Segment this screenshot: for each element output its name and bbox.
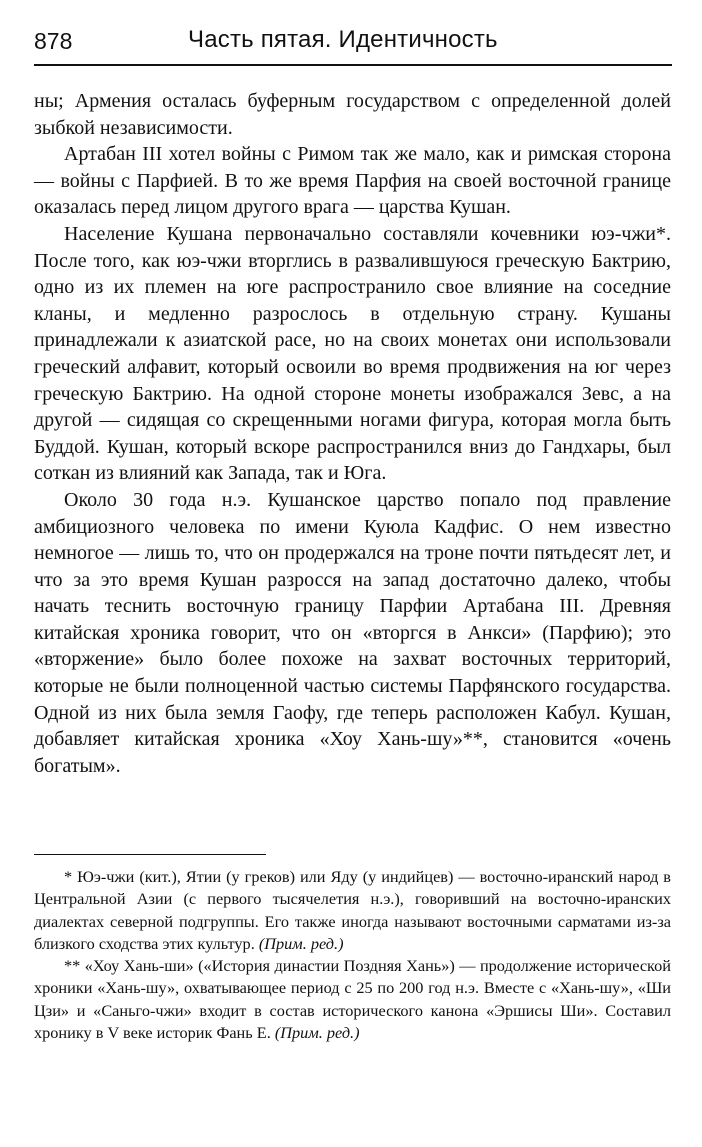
footnote-editor-note: (Прим. ред.): [274, 1023, 360, 1043]
paragraph: ны; Армения осталась буферным государством с определенной долей зыбкой независимости.: [34, 90, 671, 139]
running-header: [34, 22, 672, 66]
paragraph: Около 30 года н.э. Кушанское царство попало под правление амбициозного человека по имени Куюла Кадфис. О нем известно немногое — лишь то, что он продержался на троне почти пятьдесят лет, и что за это время Кушан разросся на запад достаточно далеко, чтобы начать теснить восточную границу Парфии Артабана III. Древняя китайская хроника говорит, что он «вторгся в Анкси» (Парфию); это «вторжение» было более похоже на захват восточных территорий, которые не были полноценной частью системы Парфянского государства. Одной из них была земля Гаофу, где теперь расположен Кабул. Кушан, добавляет китайская хроника «Хоу Хань-шу»**, становится «очень богатым».: [34, 488, 671, 777]
paragraph: Население Кушана первоначально составляли кочевники юэ-чжи*. После того, как юэ-чжи вторглись в развалившуюся греческую Бактрию, одно из их племен на юге распространило свое влияние на соседние кланы, и медленно разрослось в отдельную страну. Кушаны принадлежали к азиатской расе, но на своих монетах они использовали греческий алфавит, который освоили во время продвижения на юг через греческую Бактрию. На одной стороне монеты изображался Зевс, а на другой — сидящая со скрещенными ногами фигура, которая могла быть Буддой. Кушан, который вскоре распространился вниз до Гандхары, был соткан из влияний как Запада, так и Юга.: [34, 222, 671, 485]
footnote-text: * Юэ-чжи (кит.), Ятии (у греков) или Яду (у индийцев) — восточно-иранский народ в Центральной Азии (с первого тысячелетия н.э.), говоривший на восточно-иранских диалектах северной подгруппы. Его также иногда называют восточными сарматами из-за близкого сходства этих культур.: [34, 867, 671, 953]
paragraph: Артабан III хотел войны с Римом так же мало, как и римская сторона — войны с Парфией. В то же время Парфия на своей восточной границе оказалась перед лицом другого врага — царства Кушан.: [34, 143, 671, 219]
running-title: Часть пятая. Идентичность: [188, 26, 498, 53]
footnote-text: ** «Хоу Хань-ши» («История династии Поздняя Хань») — продолжение исторической хроники «Хань-шу», охватывающее период с 25 по 200 год н.э. Вместе с «Хань-шу», «Ши Цзи» и «Саньго-чжи» входит в состав исторического канона «Эршисы Ши». Составил хронику в V веке историк Фань Е.: [34, 956, 671, 1043]
page-number: 878: [34, 28, 73, 54]
footnotes: [34, 866, 671, 1044]
footnote-divider: [34, 854, 266, 855]
footnote: [34, 955, 671, 1044]
footnote: [34, 866, 671, 955]
footnote-editor-note: (Прим. ред.): [258, 933, 344, 953]
main-text: [34, 88, 671, 779]
